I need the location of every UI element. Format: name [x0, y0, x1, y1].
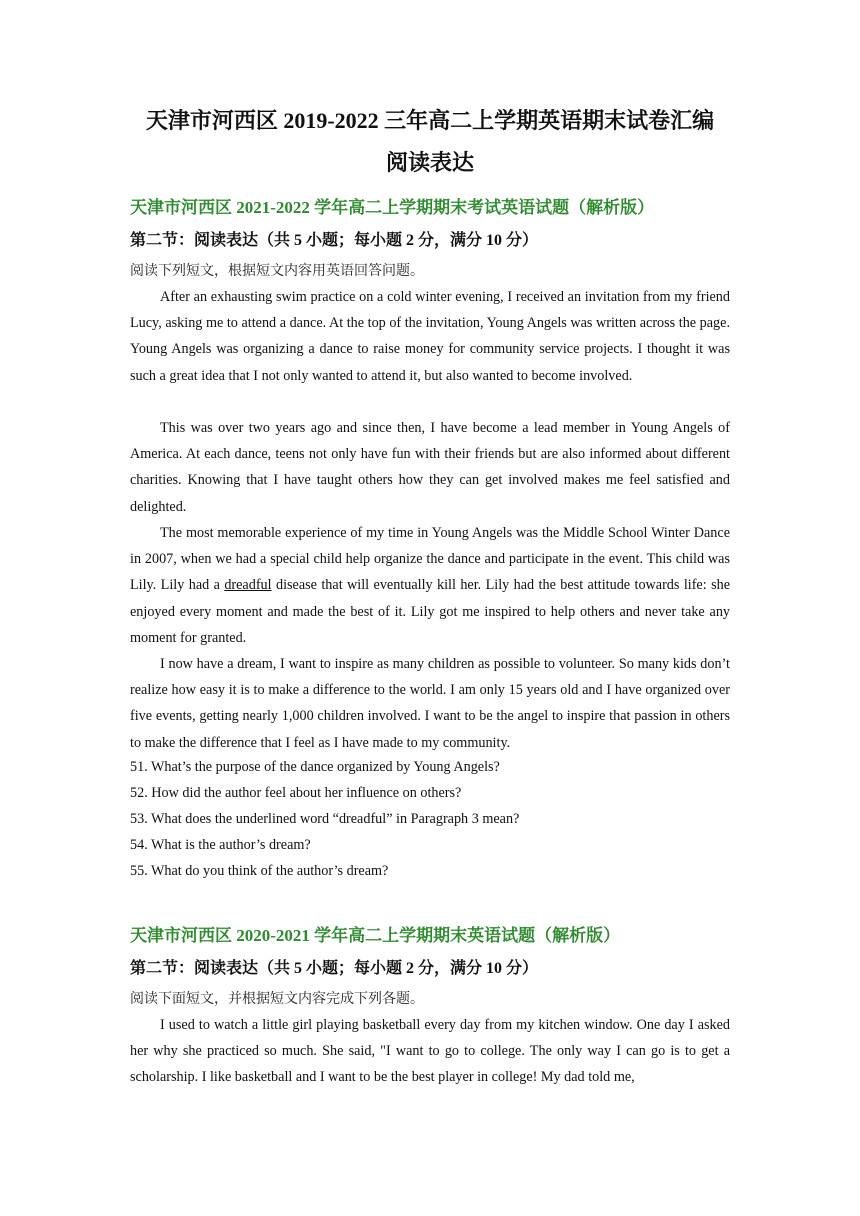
- document-subtitle: 阅读表达: [385, 150, 474, 175]
- section-1-paragraph-4: I now have a dream, I want to inspire as many children as possible to volunteer. So many kids don’t realize how easy it is to make a difference to the world. I am only 15 years old and I have organized over five events, getting nearly 1,000 children involved. I want to be the angel to inspire that passion in others to make the difference that I feel as I have made to my community.: [130, 656, 730, 751]
- question-51: 51. What’s the purpose of the dance organized by Young Angels?: [130, 759, 500, 775]
- section-1-paragraph-3: [130, 520, 730, 651]
- section-2-subheading: 第二节：阅读表达（共 5 小题；每小题 2 分，满分 10 分）: [130, 960, 539, 977]
- section-1-subheading: 第二节：阅读表达（共 5 小题；每小题 2 分，满分 10 分）: [130, 232, 539, 249]
- paragraph-3-text-after: disease that will eventually kill her. Lily had the best attitude towards life: she enjoyed every moment and made the best of it. Lily got me inspired to help others and never take any moment for granted.: [130, 577, 730, 646]
- section-1-heading: 天津市河西区 2021-2022 学年高二上学期期末考试英语试题（解析版）: [130, 198, 655, 217]
- question-55: 55. What do you think of the author’s dream?: [130, 863, 389, 879]
- underlined-word: dreadful: [224, 577, 272, 594]
- section-1-paragraph-2: This was over two years ago and since then, I have become a lead member in Young Angels of America. At each dance, teens not only have fun with their friends but are also informed about different charities. Knowing that I have taught others how they can get involved makes me feel satisfied and delighted.: [130, 420, 730, 515]
- question-52: 52. How did the author feel about her influence on others?: [130, 785, 462, 801]
- section-2-paragraph-1: I used to watch a little girl playing basketball every day from my kitchen window. One day I asked her why she practiced so much. She said, "I want to go to college. The only way I can go is to get a scholarship. I like basketball and I want to be the best player in college! My dad told me,: [130, 1017, 730, 1086]
- section-2-heading: 天津市河西区 2020-2021 学年高二上学期期末英语试题（解析版）: [130, 926, 621, 945]
- section-1-paragraph-1: After an exhausting swim practice on a cold winter evening, I received an invitation from my friend Lucy, asking me to attend a dance. At the top of the invitation, Young Angels was written across the page. Young Angels was organizing a dance to raise money for community service projects. I thought it was such a great idea that I not only wanted to attend it, but also wanted to become involved.: [130, 289, 730, 384]
- question-53: 53. What does the underlined word “dreadful” in Paragraph 3 mean?: [130, 811, 520, 827]
- section-2-instruction: 阅读下面短文，并根据短文内容完成下列各题。: [130, 992, 424, 1007]
- section-1-instruction: 阅读下列短文，根据短文内容用英语回答问题。: [130, 264, 424, 279]
- document-title: 天津市河西区 2019-2022 三年高二上学期英语期末试卷汇编: [145, 108, 715, 133]
- question-54: 54. What is the author’s dream?: [130, 837, 311, 853]
- paragraph-3-text-before: The most memorable experience of my time in Young Angels was the Middle School Winter Dance in 2007, when we had a special child help organize the dance and participate in the event. This child was Lily. Lily had a: [130, 525, 730, 594]
